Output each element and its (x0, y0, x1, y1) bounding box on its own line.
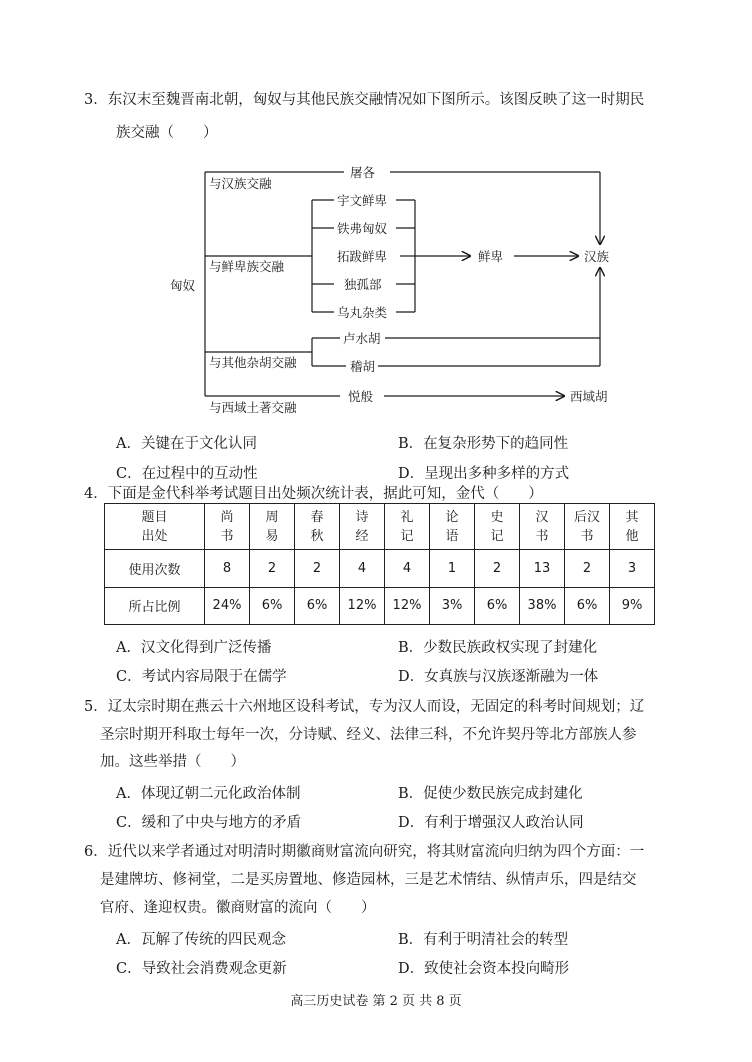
ratio-cell: 6% (295, 587, 340, 624)
q3-stem-line2: 族交融（ ） (116, 125, 218, 141)
page-footer: 高三历史试卷 第 2 页 共 8 页 (290, 994, 462, 1009)
q5-option-a[interactable]: A．体现辽朝二元化政治体制 (116, 786, 301, 802)
count-cell: 3 (610, 550, 655, 587)
node-dugu: 独孤部 (344, 277, 382, 292)
ratio-cell: 6% (475, 587, 520, 624)
q3-option-c[interactable]: C．在过程中的互动性 (116, 466, 258, 482)
table-row-count (105, 550, 655, 587)
q5-option-d[interactable]: D．有利于增强汉人政治认同 (398, 815, 584, 831)
table-col-header: 后汉 书 (565, 504, 610, 550)
group-xiyu: 与西域土著交融 (209, 400, 297, 415)
ratio-cell: 6% (250, 587, 295, 624)
node-yuwen: 宇文鲜卑 (337, 193, 388, 208)
q4-option-c[interactable]: C．考试内容局限于在儒学 (116, 669, 287, 685)
node-wuwan: 乌丸杂类 (337, 305, 388, 320)
table-row-ratio (105, 587, 655, 624)
table-col-header: 汉 书 (520, 504, 565, 550)
table-col-header: 其 他 (610, 504, 655, 550)
q5-stem-line2: 圣宗时期开科取士每年一次，分诗赋、经义、法律三科，不允许契丹等北方部族人参 (100, 727, 637, 743)
q3-option-a[interactable]: A．关键在于文化认同 (116, 436, 257, 452)
count-cell: 8 (205, 550, 250, 587)
q3-option-b[interactable]: B．在复杂形势下的趋同性 (398, 436, 569, 452)
row-label-count: 使用次数 (105, 550, 205, 587)
q4-stem: 4．下面是金代科举考试题目出处频次统计表，据此可知，金代（ ） (84, 486, 543, 502)
node-tuoba: 拓跋鲜卑 (337, 249, 388, 264)
q4-frequency-table (104, 503, 655, 625)
table-col-header: 春 秋 (295, 504, 340, 550)
count-cell: 2 (295, 550, 340, 587)
ratio-cell: 12% (385, 587, 430, 624)
count-cell: 13 (520, 550, 565, 587)
count-cell: 2 (250, 550, 295, 587)
q4-option-b[interactable]: B．少数民族政权实现了封建化 (398, 640, 598, 656)
table-col-header: 礼 记 (385, 504, 430, 550)
group-han: 与汉族交融 (209, 176, 272, 191)
ratio-cell: 3% (430, 587, 475, 624)
node-tuge: 屠各 (350, 165, 376, 180)
node-hanzu: 汉族 (584, 249, 610, 264)
ratio-cell: 9% (610, 587, 655, 624)
q6-option-d[interactable]: D．致使社会资本投向畸形 (398, 961, 570, 977)
table-header-cell: 题目 出处 (105, 504, 205, 550)
group-zahu: 与其他杂胡交融 (209, 355, 297, 370)
node-tiefu: 铁弗匈奴 (337, 221, 388, 236)
group-xianbei: 与鲜卑族交融 (209, 259, 285, 274)
q6-stem-line2: 是建牌坊、修祠堂，二是买房置地、修造园林，三是艺术情结、纵情声乐，四是结交 (100, 872, 637, 888)
ratio-cell: 24% (205, 587, 250, 624)
table-header-row (105, 504, 655, 550)
q6-stem-line3: 官府、逢迎权贵。徽商财富的流向（ ） (100, 900, 376, 916)
count-cell: 4 (340, 550, 385, 587)
table-col-header: 史 记 (475, 504, 520, 550)
count-cell: 2 (565, 550, 610, 587)
node-lushui: 卢水胡 (343, 331, 381, 346)
ratio-cell: 38% (520, 587, 565, 624)
q6-option-a[interactable]: A．瓦解了传统的四民观念 (116, 932, 286, 948)
node-jihu: 稽胡 (350, 359, 376, 374)
q3-option-d[interactable]: D．呈现出多种多样的方式 (398, 466, 570, 482)
ratio-cell: 6% (565, 587, 610, 624)
count-cell: 2 (475, 550, 520, 587)
q4-option-a[interactable]: A．汉文化得到广泛传播 (116, 640, 272, 656)
table-col-header: 诗 经 (340, 504, 385, 550)
count-cell: 4 (385, 550, 430, 587)
node-yueban: 悦般 (348, 389, 374, 404)
node-root: 匈奴 (170, 278, 196, 293)
ratio-cell: 12% (340, 587, 385, 624)
q5-stem-line3: 加。这些举措（ ） (100, 754, 245, 770)
row-label-ratio: 所占比例 (105, 587, 205, 624)
q6-option-b[interactable]: B．有利于明清社会的转型 (398, 932, 569, 948)
node-xianbei: 鲜卑 (478, 249, 504, 264)
table-col-header: 周 易 (250, 504, 295, 550)
table-col-header: 论 语 (430, 504, 475, 550)
q5-option-b[interactable]: B．促使少数民族完成封建化 (398, 786, 583, 802)
node-xiyuhu: 西域胡 (570, 389, 608, 404)
q6-option-c[interactable]: C．导致社会消费观念更新 (116, 961, 287, 977)
q5-stem-line1: 5．辽太宗时期在燕云十六州地区设科考试，专为汉人而设，无固定的科考时间规划；辽 (84, 699, 645, 715)
count-cell: 1 (430, 550, 475, 587)
q5-option-c[interactable]: C．缓和了中央与地方的矛盾 (116, 815, 302, 831)
q4-option-d[interactable]: D．女真族与汉族逐渐融为一体 (398, 669, 599, 685)
table-col-header: 尚 书 (205, 504, 250, 550)
q3-stem-line1: 3．东汉末至魏晋南北朝，匈奴与其他民族交融情况如下图所示。该图反映了这一时期民 (84, 92, 645, 108)
q6-stem-line1: 6．近代以来学者通过对明清时期徽商财富流向研究，将其财富流向归纳为四个方面：一 (84, 844, 645, 860)
